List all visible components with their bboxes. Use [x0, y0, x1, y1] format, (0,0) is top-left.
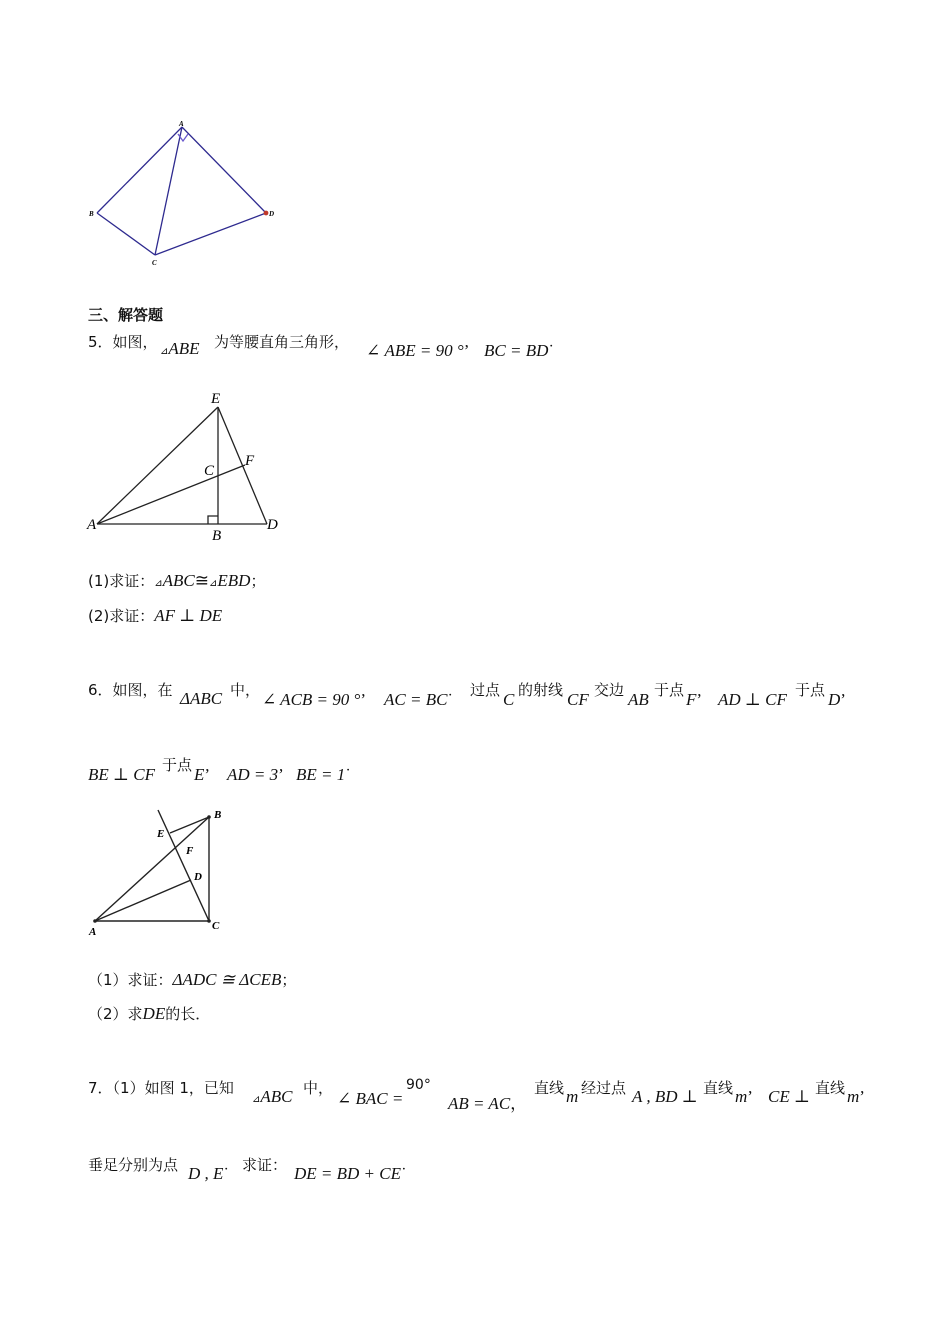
q6-perp2: BE ⊥ CF	[88, 765, 155, 784]
q7-a-bd: A , BD ⊥	[632, 1087, 698, 1106]
segment-af	[97, 465, 245, 524]
q6-perp1: AD ⊥ CF	[718, 690, 787, 709]
q5-triangle: ⊿ABE	[160, 339, 200, 358]
q6-ad-text: AD = 3	[227, 765, 279, 784]
segment-ab	[97, 127, 182, 213]
label-b: B	[214, 809, 222, 821]
label-d: D	[267, 517, 278, 533]
label-a: A	[179, 120, 184, 128]
q6-ptd-text: D	[828, 690, 841, 709]
q7-zhixian3: 直线	[815, 1079, 846, 1097]
q6-ptf-text: F	[686, 690, 697, 709]
q6-sheixian: 的射线	[518, 681, 564, 699]
q6-p2-end: 的长．	[165, 1005, 211, 1023]
point-d	[264, 211, 269, 216]
q7-qiuzheng: 求证：	[242, 1156, 288, 1174]
point-a	[93, 919, 97, 923]
q7-tri-name: ABC	[260, 1087, 293, 1106]
segment-ae	[97, 407, 218, 524]
q7-angle-val: 90°	[406, 1077, 431, 1093]
q6-jiaobian: 交边	[594, 681, 625, 699]
q5-cond-text: BC = BD	[484, 341, 549, 360]
q6-p2-label: （2）求	[88, 1005, 143, 1023]
label-d: D	[269, 210, 275, 218]
point-c	[207, 919, 211, 923]
q5-angle-text: ABE = 90 °	[384, 341, 464, 360]
q5-p1-label: (1)求证：	[88, 572, 155, 590]
figure-q5	[80, 388, 290, 548]
label-f: F	[245, 453, 255, 469]
label-b: B	[89, 210, 94, 218]
q6-ptd: D’	[828, 690, 846, 709]
q6-intro: 6．如图，在	[88, 681, 173, 699]
q6-pte-text: E	[194, 765, 205, 784]
q6-p1-end: ；	[281, 971, 297, 989]
q6-ab: AB	[628, 690, 649, 709]
q7-m2-text: m	[735, 1087, 748, 1106]
q7-ce: CE ⊥	[768, 1087, 810, 1106]
q6-yudian3: 于点	[162, 756, 193, 774]
q6-angle-text: ∠ ACB = 90 °	[262, 690, 361, 709]
q5-p1-end: ；	[250, 572, 266, 590]
q5-p2-label: (2)求证：	[88, 607, 155, 625]
q7-zhong: 中，	[303, 1079, 334, 1097]
q7-m2: m’	[735, 1087, 753, 1106]
label-e: E	[211, 391, 221, 407]
q5-p1-tri1: ABC	[162, 571, 195, 590]
label-a: A	[89, 926, 97, 938]
q5-suffix: 为等腰直角三角形，	[214, 333, 350, 351]
figure-quadrilateral	[80, 115, 290, 275]
q6-part1	[88, 969, 296, 990]
label-e: E	[157, 828, 165, 840]
q6-ptf: F’	[686, 690, 703, 709]
q7-expr-text: DE = BD + CE	[294, 1164, 401, 1183]
label-c: C	[152, 259, 157, 267]
q6-cond: AC = BC˙	[384, 690, 454, 709]
q7-intro: 7．（1）如图 1，已知	[88, 1079, 234, 1097]
q7-angle-lhs: ∠ BAC =	[337, 1089, 404, 1108]
q5-angle: ∠ ABE = 90 °’	[366, 341, 470, 360]
label-f: F	[186, 845, 194, 857]
label-c: C	[212, 920, 220, 932]
q6-guodian: 过点	[470, 681, 501, 699]
q6-be-text: BE = 1	[296, 765, 346, 784]
q5-part1: (1)求证：⊿ABC≅⊿EBD；	[88, 571, 266, 590]
segment-ac	[155, 127, 182, 255]
q6-p1-expr: ΔADC ≅ ΔCEB	[172, 970, 282, 989]
q7-cond-text: AB = AC	[448, 1094, 511, 1113]
q5-p1-tri2: EBD	[217, 571, 251, 590]
q6-ad: AD = 3’	[227, 765, 284, 784]
q5-part2	[88, 605, 222, 626]
q6-part2	[88, 1003, 210, 1024]
segment-ab	[95, 817, 209, 921]
q6-zhong: 中，	[230, 681, 261, 699]
q5-tri-name: ABE	[168, 339, 200, 358]
q7-triangle: ⊿ABC	[252, 1087, 293, 1106]
q7-m3-text: m	[847, 1087, 860, 1106]
q6-yudian1: 于点	[654, 681, 685, 699]
q5-cond: BC = BD˙	[484, 341, 555, 360]
q6-pte: E’	[194, 765, 211, 784]
q7-zhixian2: 直线	[703, 1079, 734, 1097]
q6-ptc: C	[503, 690, 515, 709]
label-a: A	[87, 517, 97, 533]
q6-p1-label: （1）求证：	[88, 971, 173, 989]
label-b: B	[212, 528, 222, 544]
right-angle-mark-b	[208, 516, 218, 524]
section-title: 三、解答题	[88, 306, 164, 324]
q5-intro: 5．如图，	[88, 333, 158, 351]
q5-p2-expr: AF ⊥ DE	[154, 606, 223, 625]
segment-be	[170, 817, 209, 833]
q6-angle: ∠ ACB = 90 °’	[262, 690, 366, 709]
q6-be: BE = 1˙	[296, 765, 351, 784]
q7-de-pts-text: D , E	[188, 1164, 224, 1183]
q7-line2-text: 垂足分别为点	[88, 1156, 179, 1174]
point-b	[207, 815, 211, 819]
q6-cf: CF	[567, 690, 589, 709]
q7-de-pts: D , E˙	[188, 1164, 230, 1183]
segment-da	[182, 127, 266, 213]
segment-ad	[95, 880, 191, 921]
q7-jingguodian: 经过点	[581, 1079, 627, 1097]
q7-m1: m	[566, 1087, 579, 1106]
label-d: D	[194, 871, 202, 883]
label-c: C	[204, 463, 215, 479]
figure-q6	[80, 800, 240, 940]
ray-cf	[158, 810, 209, 921]
segment-cd	[155, 213, 266, 255]
q7-zhixian1: 直线	[534, 1079, 565, 1097]
q7-cond: AB = AC，	[448, 1094, 528, 1113]
q5-p1-cong: ≅	[194, 571, 209, 590]
q7-m3: m’	[847, 1087, 865, 1106]
q6-yudian2: 于点	[795, 681, 826, 699]
segment-bc	[97, 213, 155, 255]
q7-expr: DE = BD + CE˙	[294, 1164, 407, 1183]
q6-p2-var: DE	[142, 1004, 166, 1023]
q6-cond-text: AC = BC	[384, 690, 448, 709]
q6-triangle: ΔABC	[180, 689, 223, 708]
